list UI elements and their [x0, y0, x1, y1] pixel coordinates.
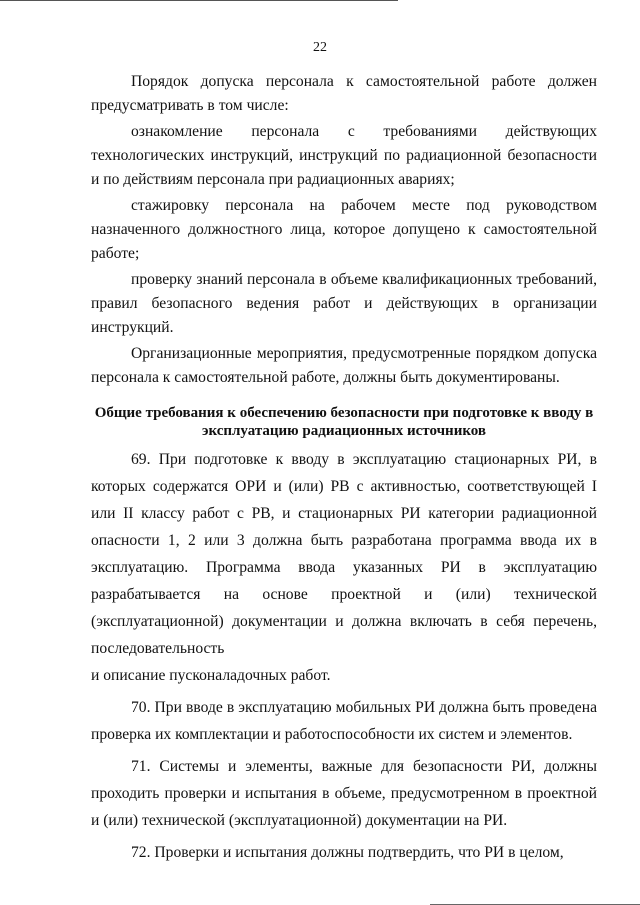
paragraph-admission-order: Порядок допуска персонала к самостоятельной работе должен предусматривать в том числе:: [91, 73, 597, 114]
clause-72: 72. Проверки и испытания должны подтвердить, что РИ в целом,: [131, 844, 564, 861]
clause-70: 70. При вводе в эксплуатацию мобильных РИ должна быть проведена проверка их комплектации и работоспособности их систем и элементов.: [91, 699, 597, 743]
clause-69-continuation: и описание пусконаладочных работ.: [91, 667, 331, 684]
paragraph-familiarization: ознакомление персонала с требованиями действующих технологических инструкций, инструкций по радиационной безопасности и по действиям персонала при радиационных авариях;: [91, 123, 597, 188]
top-rule: [0, 0, 398, 1]
paragraph-knowledge-check: проверку знаний персонала в объеме квалификационных требований, правил безопасного ведения работ и действующих в организации инструкций.: [91, 271, 597, 336]
clause-69: 69. При подготовке к вводу в эксплуатацию стационарных РИ, в которых содержатся ОРИ и (или) РВ с активностью, соответствующей I или II классу работ с РВ, и стационарных РИ категории радиационной опасности 1, 2 или 3 должна быть разработана программа ввода их в эксплуатацию. Программа ввода указанных РИ в эксплуатацию разрабатывается на основе проектной и (или) технической (эксплуатационной) документации и должна включать в себя перечень, последовательность: [91, 451, 597, 657]
page-number: 22: [313, 40, 327, 55]
paragraph-documentation: Организационные мероприятия, предусмотренные порядком допуска персонала к самостоятельной работе, должны быть документированы.: [91, 345, 597, 386]
document-body: [91, 70, 597, 866]
section-heading: Общие требования к обеспечению безопасности при подготовке к вводу в эксплуатацию радиационных источников: [94, 405, 594, 439]
clause-71: 71. Системы и элементы, важные для безопасности РИ, должны проходить проверки и испытания в объеме, предусмотренном в проектной и (или) технической (эксплуатационной) документации на РИ.: [91, 758, 597, 829]
paragraph-internship: стажировку персонала на рабочем месте под руководством назначенного должностного лица, которое допущено к самостоятельной работе;: [91, 197, 597, 262]
